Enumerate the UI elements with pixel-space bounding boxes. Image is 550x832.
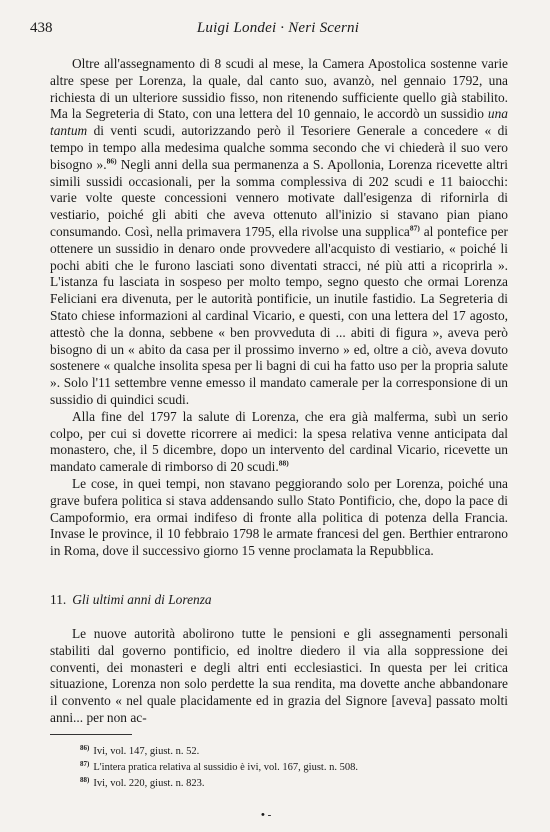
footnotes (80, 744, 500, 792)
running-head: Luigi Londei · Neri Scerni (196, 20, 360, 36)
section-text (50, 626, 508, 727)
paragraph-text: al pontefice per ottenere un sussidio in denaro onde provvedere all'acquisto di vestiario, « poiché li pochi abiti che le furono lasciati sono diventati stracci, né più atti a ricoprirla ». L'istanza fu lasciata in sospeso per molto tempo, segno questo che ormai Lorenza Feliciani era divenuta, per le autorità pontificie, un inutile fastidio. La Segreteria di Stato chiese informazioni al cardinal Vicario, e questi, con una lettera del 17 agosto, attestò che la donna, sebbene « ben provveduta di ... abiti di figura », aveva però bisogno di un « abito da casa per il prossimo inverno » ed, oltre a ciò, aveva dovuto sostenere « qualche insolita spesa per li bagni di cui ha fatto uso per la propria salute ». Solo l'11 settembre venne emesso il mandato camerale per la corresponsione di un sussidio di quindici scudi. (50, 223, 508, 407)
footnote-ref-86: 86) (106, 156, 117, 166)
paragraph-1 (50, 56, 508, 409)
page-mark: • - (261, 809, 272, 821)
footnote-ref-88: 88) (278, 458, 289, 468)
page-number: 438 (30, 20, 53, 36)
paragraph-text: Oltre all'assegnamento di 8 scudi al mese, la Camera Apostolica sostenne varie altre spese per Lorenza, la quale, dal canto suo, avanzò, nel gennaio 1792, una richiesta di un ulteriore sussidio fisso, non ritenendo sufficiente quello già stabilito. Ma la Segreteria di Stato, con una lettera del 10 gennaio, le accordò un sussidio (50, 56, 508, 122)
footnote-text: L'intera pratica relativa al sussidio è ivi, vol. 167, giust. n. 508. (93, 762, 358, 773)
main-text (50, 56, 508, 560)
footnote-number: 86) (80, 743, 90, 752)
paragraph-3 (50, 476, 508, 560)
section-heading (50, 592, 212, 608)
paragraph-2 (50, 409, 508, 476)
footnote-divider (50, 734, 132, 735)
footnote-87 (80, 760, 500, 775)
footnote-text: Ivi, vol. 220, giust. n. 823. (93, 778, 205, 789)
section-paragraph: Le nuove autorità abolirono tutte le pensioni e gli assegnamenti personali stabiliti dal governo pontificio, ed inoltre diedero il via alla soppressione dei conventi, dei monasteri e degli altri enti ecclesiastici. In questa per lei critica situazione, Lorenza non solo perdette la sua rendita, ma dovette anche abbandonare il convento « nel quale placidamente ed in grazia del Signore [aveva] passato molti anni... per non ac- (50, 626, 508, 725)
footnote-88 (80, 776, 500, 791)
italic-phrase: una tantum (50, 106, 508, 139)
footnote-ref-87: 87) (409, 223, 420, 233)
footnote-86 (80, 744, 500, 759)
section-title: Gli ultimi anni di Lorenza (72, 592, 212, 607)
paragraph-text: Alla fine del 1797 la salute di Lorenza, che era già malferma, subì un serio colpo, per cui si dovette ricorrere ai medici: la spesa relativa venne anticipata dal monastero, che, il 5 dicembre, dopo un intervento del cardinal Vicario, ricevette un mandato camerale di rimborso di 20 scudi. (50, 408, 508, 475)
section-number: 11. (50, 592, 67, 607)
paragraph-text: di venti scudi, autorizzando però il Tesoriere Generale a concedere « di tempo in tempo alla medesima qualche somma secondo che vi chiederà il suo vero bisogno ». (50, 123, 508, 172)
page-header (30, 20, 526, 40)
paragraph-text: Le cose, in quei tempi, non stavano peggiorando solo per Lorenza, poiché una grave bufera politica si stava addensando sullo Stato Pontificio, che, dopo la pace di Campoformio, era ormai indifeso di fronte alla politica di potenza della Francia. Invase le province, il 10 febbraio 1798 le armate francesi del gen. Berthier entrarono in Roma, dove il successivo giorno 15 venne proclamata la Repubblica. (50, 475, 508, 559)
paragraph-text: Negli anni della sua permanenza a S. Apollonia, Lorenza ricevette altri simili sussidi occasionali, per la somma complessiva di 202 scudi e 11 baiocchi: varie volte queste concessioni vennero motivate dall'esigenza di rifornirla di vestiario, poiché gli abiti che aveva ottenuto all'inizio si stavano pian piano consumando. Così, nella primavera 1795, ella rivolse una supplica (50, 156, 508, 239)
footnote-text: Ivi, vol. 147, giust. n. 52. (93, 746, 200, 757)
footnote-number: 87) (80, 759, 90, 768)
footnote-number: 88) (80, 775, 90, 784)
